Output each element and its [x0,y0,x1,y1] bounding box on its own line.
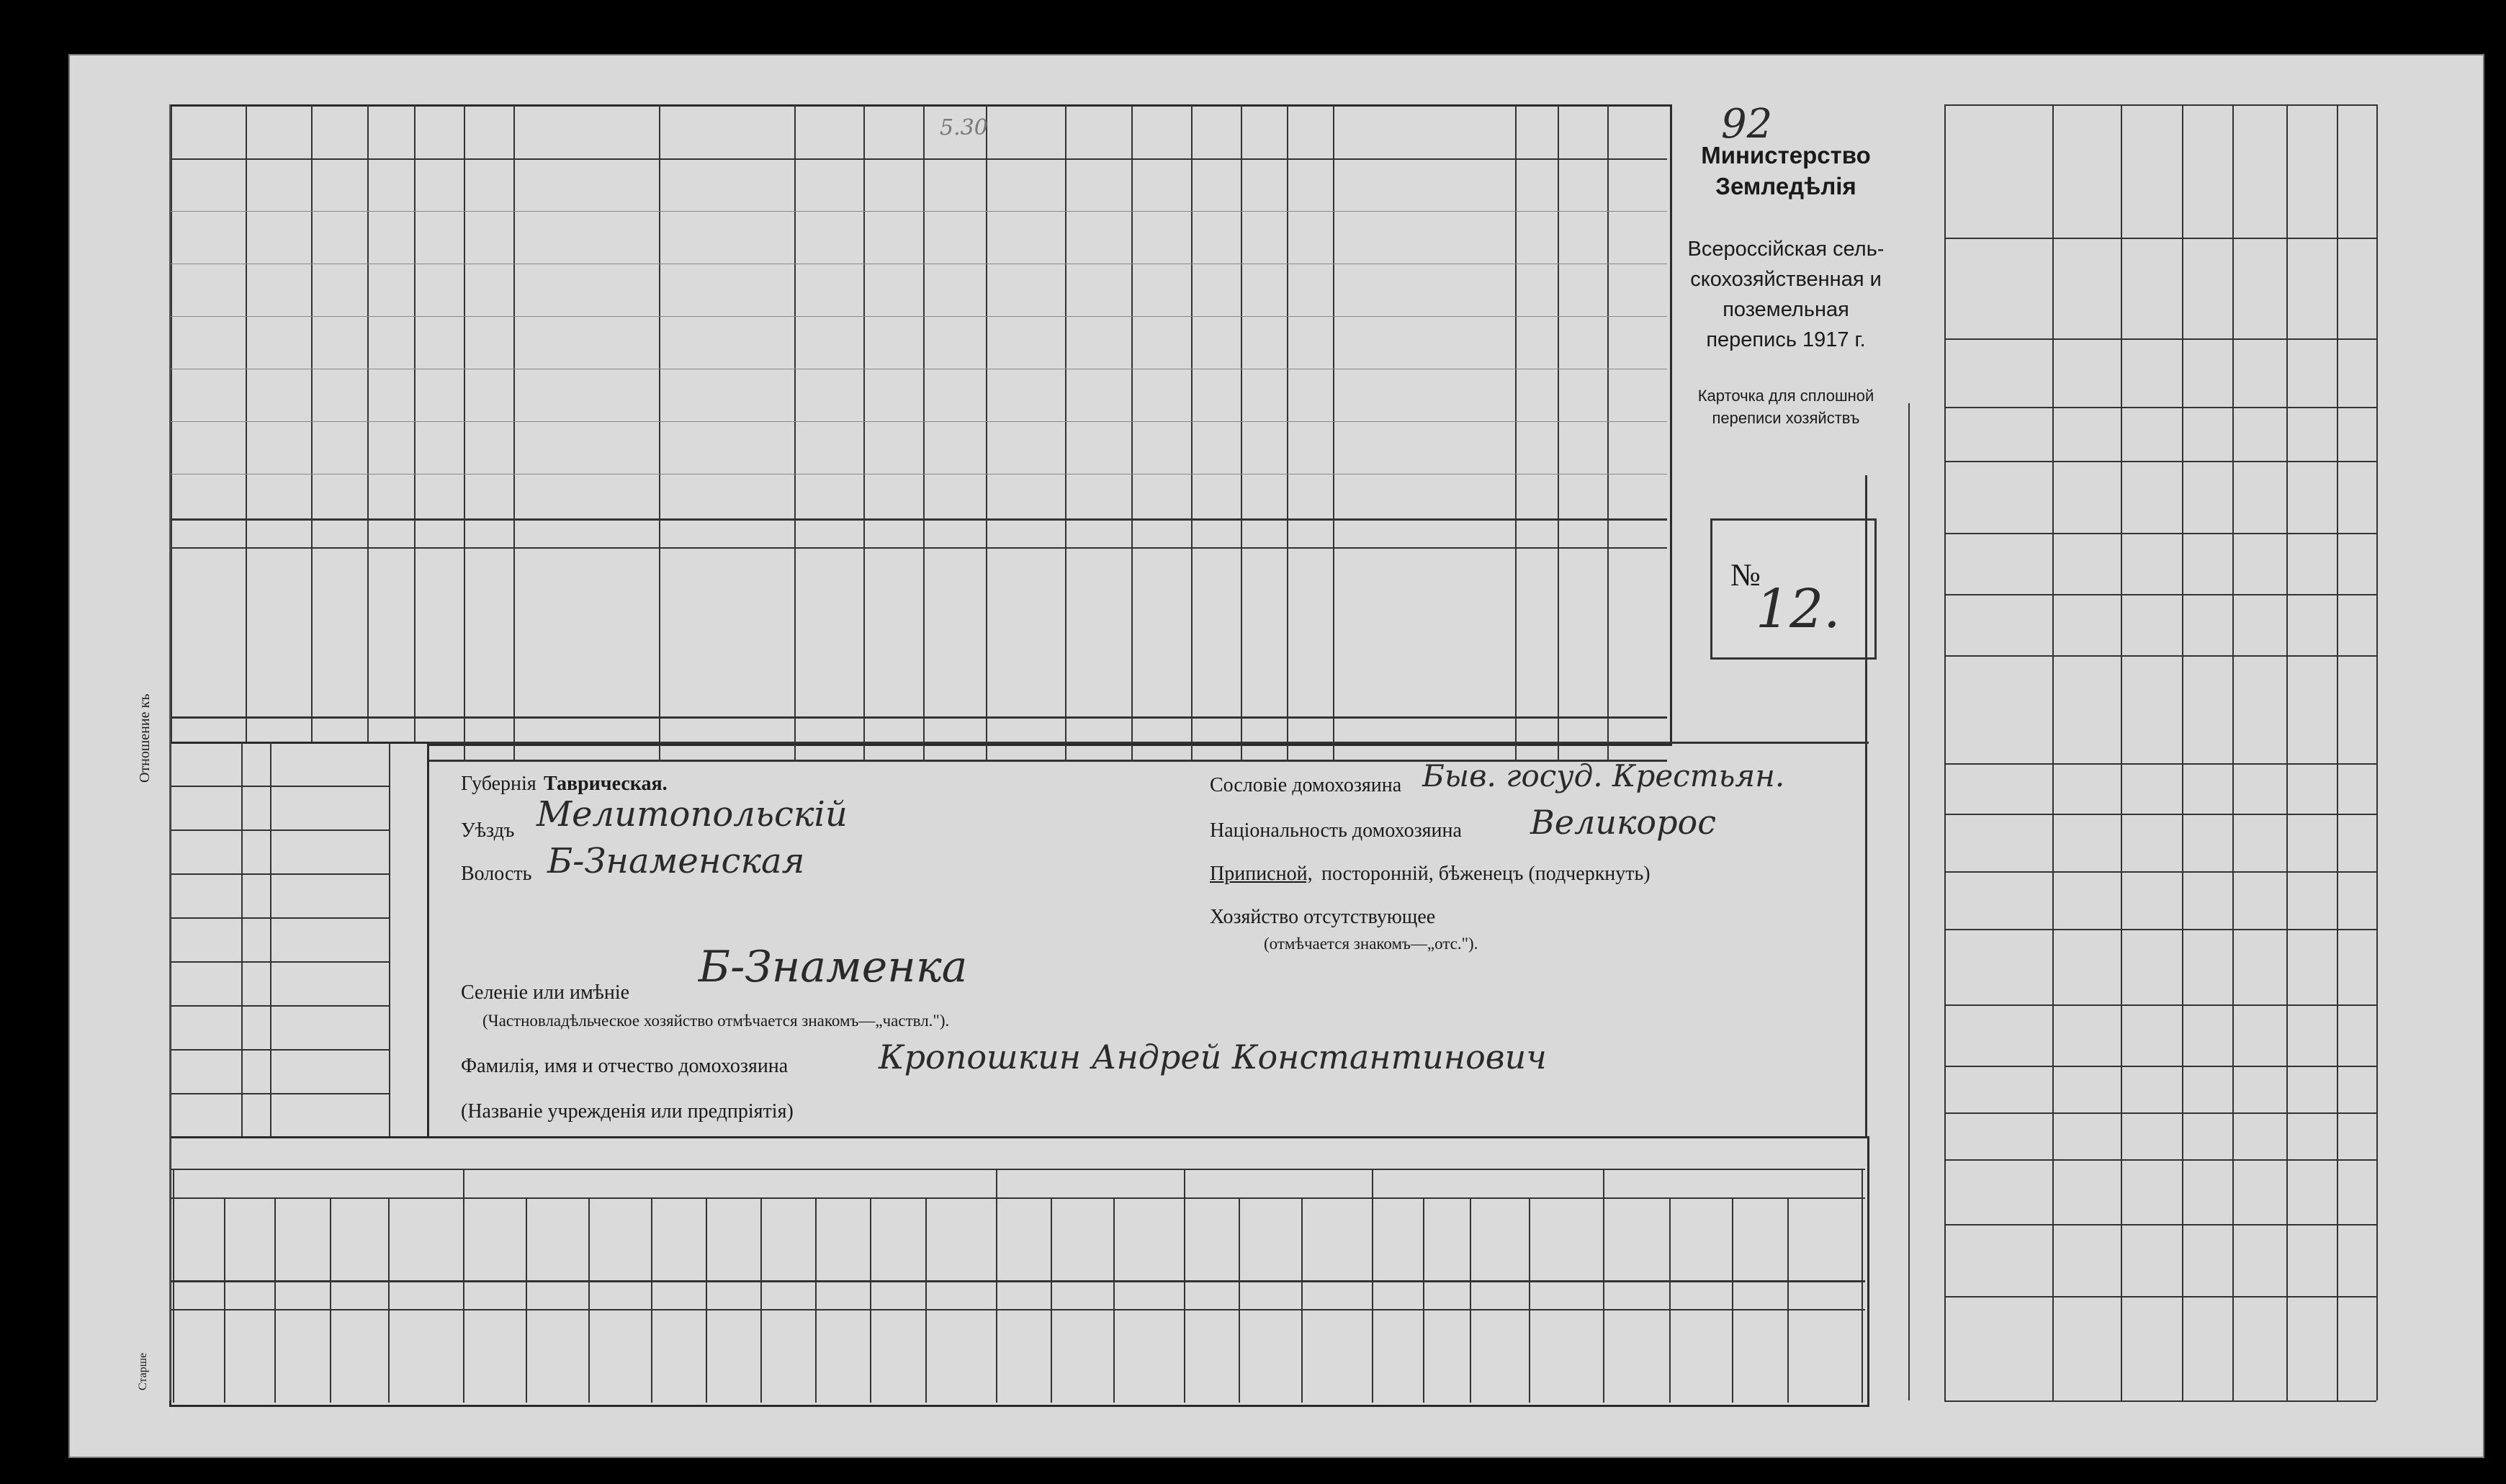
land-col-number [2056,601,2078,644]
land-row-line [1944,461,2376,462]
land-nadel [1912,972,1938,1210]
population-col-line [367,104,369,760]
livestock-header [240,1217,259,1276]
inventory-sub-title [367,745,385,824]
uezd-label: Уѣздъ [461,819,515,842]
land-row-label [2240,1307,2261,1397]
land-value-75 [2265,216,2289,302]
livestock-header [293,1201,312,1276]
land-value-75 [2326,216,2350,302]
population-col-line [1131,104,1133,760]
livestock-header [889,1201,907,1276]
land-title [1871,468,1900,1058]
land-row-line [1944,655,2376,657]
live-col-line [330,1197,331,1403]
land-row-line [1944,1400,2376,1402]
population-col-line [414,104,416,760]
gubernia-value: Таврическая. [544,773,668,795]
fio-value: Кропошкин Андрей Константинович [879,1038,1547,1076]
live-rule [169,1280,1865,1282]
population-header [329,558,349,666]
livestock-header [1751,1201,1769,1276]
land-col-number [2056,540,2078,583]
land-value-75 [2020,216,2044,302]
number-sign: № [1730,557,1761,593]
absent-label: Хозяйство отсутствующее [1210,906,1436,928]
land-row-line [1944,104,2376,106]
inv-row-rule [169,1005,389,1007]
land-row-line [1944,1112,2376,1114]
population-header [1627,558,1648,716]
population-num-rule [169,518,1667,521]
live-col-line [1423,1197,1424,1403]
land-col-number [2056,349,2078,392]
population-col-line [923,104,925,760]
left-fragment-label: Отношение къ [137,693,153,783]
population-col-line [794,104,796,760]
margin-note: 5.30 [940,115,988,140]
live-rule [169,1309,1865,1310]
land-col-number [2056,1120,2078,1163]
row-rule [169,316,1667,317]
institution-label: (Названіе учрежденія или предпріятія) [461,1100,794,1123]
population-col-line [311,104,313,760]
inv-row-rule [169,873,389,875]
population-col-line [1191,104,1193,760]
live-col-line [1861,1169,1863,1403]
population-header [197,558,217,709]
population-header [884,558,904,716]
row-rule [169,474,1667,475]
land-col-number [2056,475,2078,518]
inv-row-rule [169,917,389,919]
live-col-line [1529,1197,1530,1403]
land-col-line [2376,104,2378,1400]
land-row-line [1944,1296,2376,1298]
population-num-rule2 [169,547,1667,549]
land-row-line [1944,407,2376,408]
livestock-header [1490,1201,1509,1276]
livestock-header [1627,1201,1645,1276]
fio-label: Фамилія, имя и отчество домохозяина [461,1055,789,1077]
land-col-header [1959,344,2031,401]
live-col-line [274,1197,276,1403]
land-row-line [1944,1224,2376,1226]
land-col-line [2052,104,2054,1400]
inv-line [241,742,243,1138]
population-col-line [659,104,660,760]
livestock-header [833,1201,852,1276]
land-row-line [1944,1066,2376,1067]
land-col-number [2056,180,2078,223]
livestock-header [1388,1201,1406,1276]
land-col-number [2056,821,2078,864]
land-row-label [1952,1307,1973,1397]
inv-row-rule [169,961,389,963]
land-row-line [1944,1159,2376,1161]
population-header [717,554,737,662]
inv-row-rule [169,1049,389,1051]
livestock-header [1202,1201,1221,1276]
population-col-line [1333,104,1334,760]
land-col-line [2182,104,2183,1400]
private-note: (Частновладѣльческое хозяйство отмѣчается знакомъ—„частвл."). [482,1012,950,1030]
row-rule [169,211,1667,212]
land-value-75 [2142,216,2167,302]
land-col-header [1959,1165,2031,1218]
live-rule [169,1197,1865,1199]
card-kind: Карточка для сплошной переписи хозяйствъ [1697,387,1874,427]
livestock-header [1014,1201,1033,1276]
land-col-number [2056,1012,2078,1055]
live-rule [169,1169,1865,1170]
absent-note: (отмѣчается знакомъ—„отс."). [1264,935,1478,953]
land-col-header [1959,67,2031,99]
land-col-header [1959,467,2031,527]
left-fragment-label2: Старше [137,1352,149,1391]
live-col-line [925,1197,927,1403]
live-col-line [815,1197,817,1403]
population-col-line [464,104,465,760]
population-header [1151,558,1171,666]
land-col-number [2056,947,2078,990]
livestock-header [547,1201,566,1276]
livestock-header [1072,1201,1091,1276]
livestock-header [349,1201,368,1276]
land-row-line [1944,594,2376,595]
card-number: 12. [1756,578,1841,640]
livestock-header [1815,1201,1833,1276]
land-value-67 [2020,742,2044,821]
livestock-header [778,1201,797,1276]
live-col-line [173,1169,174,1403]
status-rest: посторонній, бѣженецъ (подчеркнуть) [1321,863,1651,885]
land-value-67 [2265,742,2289,821]
land-col-line [2121,104,2122,1400]
land-row-line [1944,929,2376,930]
soslovie-value: Быв. госуд. Крестьян. [1422,758,1785,793]
population-col-line [1515,104,1517,760]
live-col-line [1732,1197,1733,1403]
household-info [428,742,1869,1140]
population-sub-rule [169,716,1667,719]
gubernia-label: Губернія [461,773,536,795]
inv-row-rule [169,1093,389,1094]
livestock-header [485,1201,503,1276]
population-top-rule [169,158,1667,160]
land-row-line [1944,1004,2376,1006]
land-row-label [2124,1307,2146,1397]
title-block [1678,101,1894,461]
ministry-title: Министерство Земледѣлія [1701,142,1871,199]
land-value-75 [1959,216,1983,302]
population-header [1573,554,1593,662]
land-col-header [1959,539,2031,588]
live-col-line [706,1197,707,1403]
land-row-label [2355,1307,2376,1397]
row-rule [169,421,1667,422]
land-col-line [1908,403,1910,1400]
live-col-line [1470,1197,1471,1403]
live-col-line [388,1197,390,1403]
population-header [1015,558,1036,709]
census-title: Всероссійская сель-скохозяйственная и поземельная перепись 1917 г. [1687,238,1885,352]
livestock-header [189,1217,207,1276]
land-col-header [1959,1118,2031,1154]
land-value-67 [2142,742,2167,821]
left-edge-fragment [130,104,171,1400]
population-col-line [986,104,987,760]
population-table [169,104,1672,746]
live-col-line [1184,1169,1185,1403]
uezd-value: Мелитопольскій [536,794,848,835]
live-col-line [224,1197,225,1403]
card-number-box [1710,518,1877,660]
population-header [1205,554,1226,641]
population-header [428,554,449,641]
livestock-header [669,1201,688,1276]
land-col-header [1959,413,2031,455]
live-col-line [1239,1197,1240,1403]
inv-line [270,742,271,1138]
livestock-header [610,1201,629,1276]
population-col-line [1607,104,1609,760]
live-col-line [1603,1169,1604,1403]
land-col-header [1959,819,2031,865]
population-header [945,558,965,716]
population-header [478,554,498,641]
population-col-line [1287,104,1288,760]
land-row-label [2009,1307,2031,1397]
land-col-number [2056,878,2078,922]
livestock-header [1327,1201,1346,1276]
land-value-67 [2326,742,2350,821]
land-row-label [2297,1307,2319,1397]
selenie-value: Б-Знаменка [699,942,968,992]
live-col-line [1787,1197,1789,1403]
population-header [269,558,289,709]
live-col-line [760,1197,762,1403]
population-header [381,554,401,641]
population-col-line [246,104,247,760]
population-col-line [863,104,865,760]
livestock-header [1139,1201,1158,1276]
live-col-line [588,1197,590,1403]
livestock-header [724,1201,742,1276]
land-value-67 [2081,742,2106,821]
live-col-line [1301,1197,1303,1403]
land-col-header [1959,1071,2031,1107]
live-col-line [526,1197,527,1403]
livestock-header [1260,1201,1279,1276]
nationality-value: Великорос [1530,803,1717,842]
land-col-header [1959,935,2031,999]
land-value-75 [2204,216,2228,302]
land-value-67 [1959,742,1983,821]
inventory-side-title [396,770,418,1102]
inv-row-rule [169,786,389,787]
land-kupchie [1912,446,1938,691]
population-header [1527,554,1547,662]
soslovie-label: Сословіе домохозяина [1210,774,1402,796]
inv-row-rule [169,829,389,831]
land-row-line [1944,533,2376,534]
land-col-number [2056,68,2078,112]
land-col-number [2056,770,2078,814]
status-primary: Приписной, [1210,863,1313,885]
live-col-line [463,1169,464,1403]
volost-label: Волость [461,863,532,885]
nationality-label: Національность домохозяина [1210,819,1462,842]
population-header [1088,558,1108,709]
land-row-line [1944,871,2376,873]
land-col-number [2056,1073,2078,1116]
live-col-line [996,1169,997,1403]
population-col-line [1241,104,1242,760]
population-header [1254,554,1274,641]
livestock-header [1437,1201,1455,1276]
land-row-line [1944,338,2376,340]
land-row-label [2067,1307,2088,1397]
card-number-top: 92 [1721,101,1773,148]
population-col-line [1558,104,1559,760]
land-row-label [2182,1307,2204,1397]
land-col-number [2056,414,2078,457]
land-col-number [2056,281,2078,324]
livestock-header [1556,1201,1575,1276]
population-col-line [1065,104,1066,760]
land-col-number [2056,1166,2078,1210]
land-col-header [1959,1010,2031,1060]
land-col-header [1959,1230,2031,1290]
land-col-line [2232,104,2234,1400]
live-col-line [1372,1169,1373,1403]
inv-line [389,742,390,1138]
land-col-header [1959,600,2031,649]
live-col-line [870,1197,871,1403]
population-header [819,554,839,662]
land-value-75 [2081,216,2106,302]
live-col-line [1669,1197,1671,1403]
live-col-line [1113,1197,1115,1403]
population-col-line [513,104,515,760]
livestock-header [416,1201,435,1276]
land-value-67 [2204,742,2228,821]
live-col-line [651,1197,652,1403]
population-header [1300,554,1320,641]
livestock-header [951,1201,970,1276]
land-col-header [1959,877,2031,923]
volost-value: Б-Знаменская [547,841,805,881]
live-col-line [1051,1197,1052,1403]
land-col-number [2056,1238,2078,1282]
land-col-number [2056,706,2078,749]
selenie-label: Селеніе или имѣніе [461,981,630,1004]
livestock-header [1692,1201,1710,1276]
